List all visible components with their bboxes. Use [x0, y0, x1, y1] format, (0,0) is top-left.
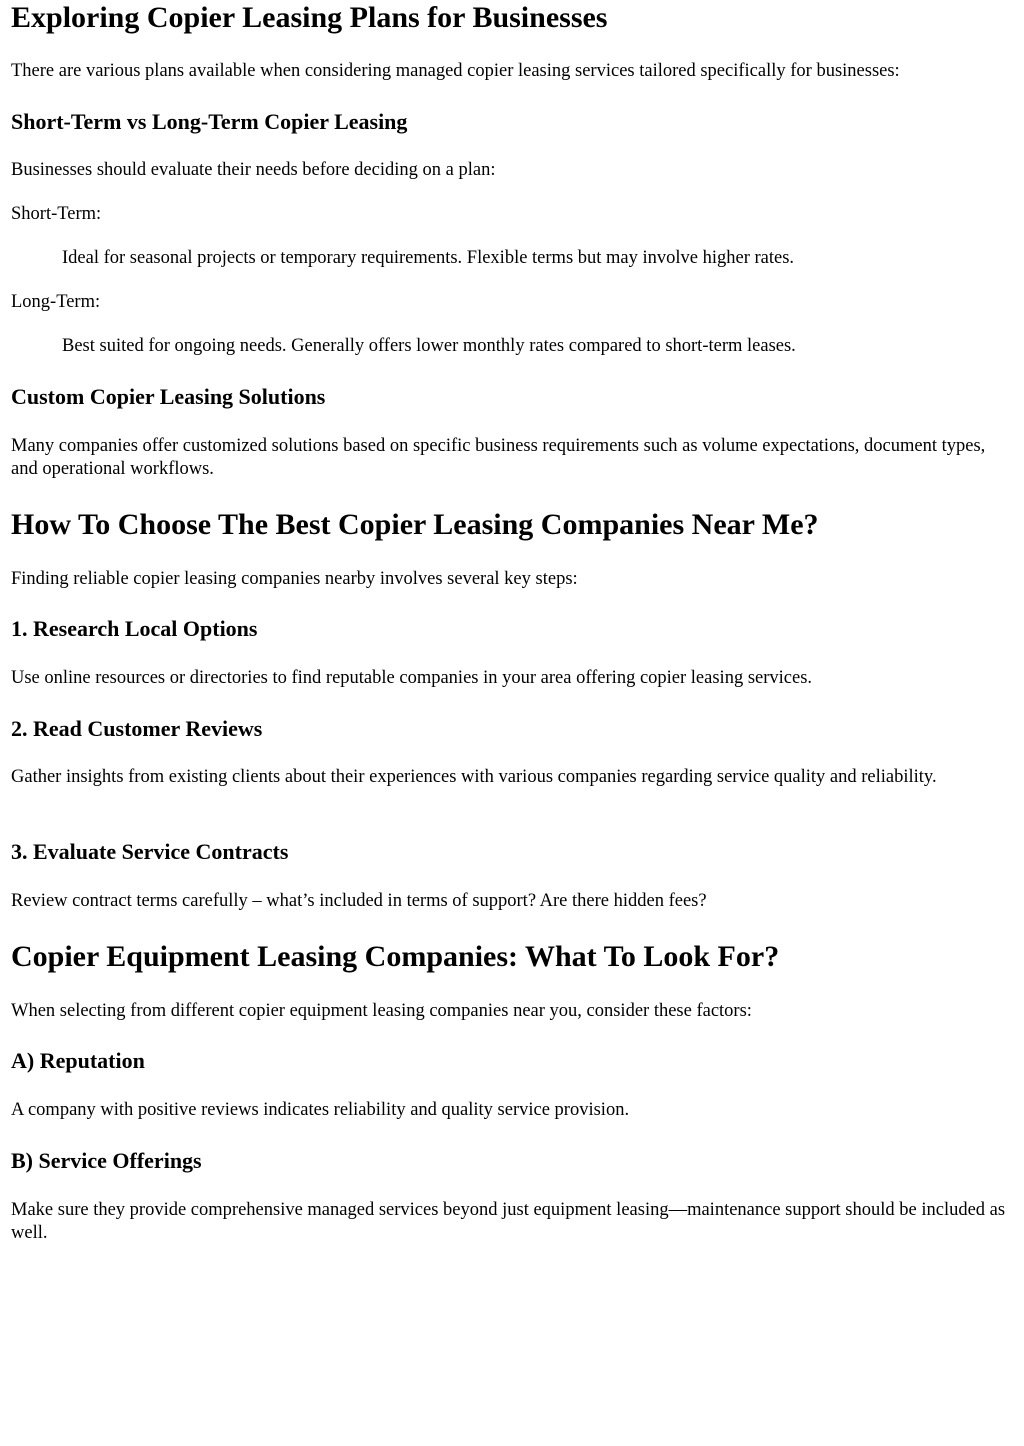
term-desc-long-term: Best suited for ongoing needs. Generally offers lower monthly rates compared to short-term leases.: [62, 336, 796, 356]
paragraph-customer-reviews: Gather insights from existing clients about their experiences with various companies regarding service quality and reliability.: [11, 767, 937, 787]
paragraph-service-offerings: Make sure they provide comprehensive managed services beyond just equipment leasing—maintenance support should be included as well.: [11, 1200, 1006, 1243]
section-heading-copier-leasing-plans: Exploring Copier Leasing Plans for Businesses: [11, 1, 608, 34]
term-desc-short-term: Ideal for seasonal projects or temporary requirements. Flexible terms but may involve higher rates.: [62, 248, 795, 268]
subheading-custom-solutions: Custom Copier Leasing Solutions: [11, 384, 326, 409]
subheading-service-contracts: 3. Evaluate Service Contracts: [11, 839, 289, 864]
subheading-research-local: 1. Research Local Options: [11, 616, 258, 641]
subheading-service-offerings: B) Service Offerings: [11, 1148, 202, 1173]
section-intro-choose: Finding reliable copier leasing companies nearby involves several key steps:: [11, 569, 578, 589]
term-short-term: Short-Term:: [11, 204, 102, 224]
section-heading-what-to-look-for: Copier Equipment Leasing Companies: What To Look For?: [11, 940, 780, 973]
section-intro-plans: There are various plans available when considering managed copier leasing services tailored specifically for businesses:: [11, 61, 900, 81]
subheading-reputation: A) Reputation: [11, 1048, 145, 1073]
subheading-customer-reviews: 2. Read Customer Reviews: [11, 716, 263, 741]
paragraph-evaluate-needs: Businesses should evaluate their needs before deciding on a plan:: [11, 160, 496, 180]
section-heading-choose-best: How To Choose The Best Copier Leasing Companies Near Me?: [11, 508, 819, 541]
term-long-term: Long-Term:: [11, 292, 101, 312]
paragraph-reputation: A company with positive reviews indicates reliability and quality service provision.: [11, 1100, 630, 1120]
subheading-short-vs-long-term: Short-Term vs Long-Term Copier Leasing: [11, 109, 408, 134]
paragraph-custom-solutions: Many companies offer customized solutions based on specific business requirements such as volume expectations, document types, and operational workflows.: [11, 436, 986, 479]
paragraph-service-contracts: Review contract terms carefully – what’s included in terms of support? Are there hidden fees?: [11, 891, 707, 911]
paragraph-research-local: Use online resources or directories to find reputable companies in your area offering copier leasing services.: [11, 668, 813, 688]
section-intro-look-for: When selecting from different copier equipment leasing companies near you, consider these factors:: [11, 1001, 752, 1021]
